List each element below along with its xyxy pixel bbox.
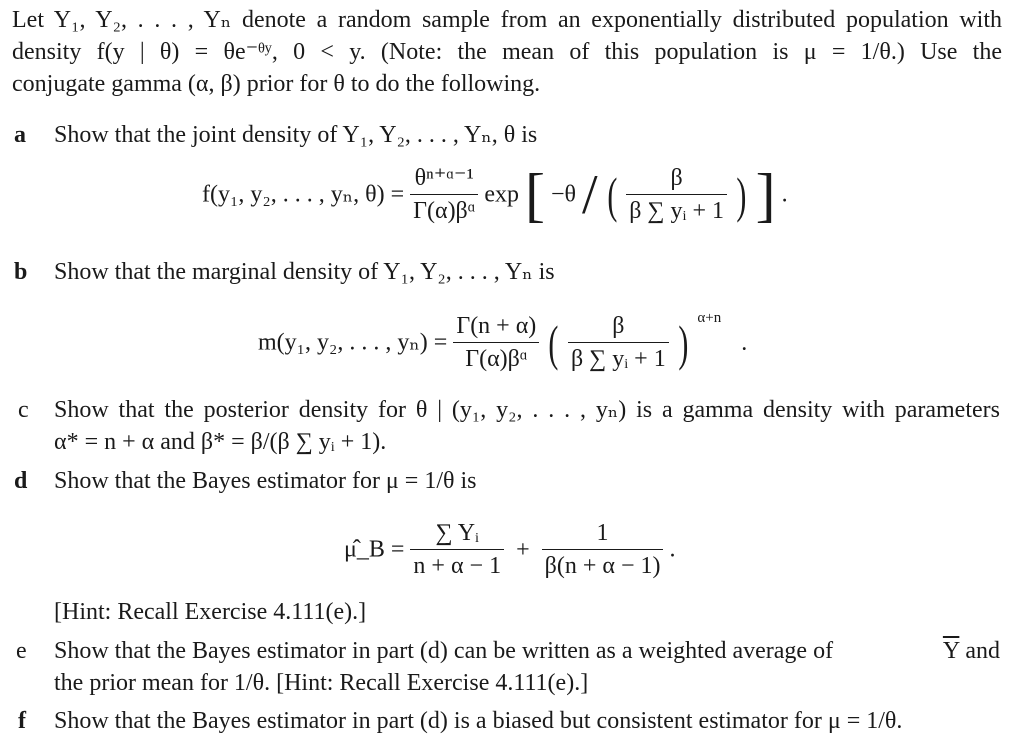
eq-b-inner-fraction <box>568 311 669 374</box>
eq-d-denominator-1: n + α − 1 <box>410 549 504 581</box>
eq-a-inner: −θ <box>550 181 576 208</box>
part-d-hint: [Hint: Recall Exercise 4.111(e).] <box>54 599 367 625</box>
part-f-label: f <box>18 708 26 734</box>
eq-a-fraction <box>410 163 478 226</box>
part-a-text: Show that the joint density of Y₁, Y₂, . . . , Yₙ, θ is <box>54 122 538 148</box>
eq-b-numerator: Γ(n + α) <box>456 313 537 339</box>
eq-d-end: . <box>669 536 676 563</box>
eq-a-inner-numerator: β <box>670 165 683 191</box>
part-e-line-1-text: Show that the Bayes estimator in part (d) can be written as a weighted average of <box>54 638 834 664</box>
eq-b-inner-numerator: β <box>612 313 625 339</box>
part-c-line-1: Show that the posterior density for θ | (y₁, y₂, . . . , yₙ) is a gamma density with parameters <box>54 397 1000 423</box>
eq-d-lhs: μ̂_B = <box>344 536 405 563</box>
eq-a-bracket-close: ] <box>755 161 776 228</box>
part-e-line-2: the prior mean for 1/θ. [Hint: Recall Exercise 4.111(e).] <box>54 670 589 696</box>
eq-a-bracket-open: [ <box>524 161 545 228</box>
intro-line-3: conjugate gamma (α, β) prior for θ to do the following. <box>12 71 541 97</box>
part-c-line-2: α* = n + α and β* = β/(β ∑ yᵢ + 1). <box>54 429 387 455</box>
part-e-line-1 <box>54 636 1000 666</box>
eq-d-denominator-2: β(n + α − 1) <box>542 549 664 581</box>
ybar-symbol: $\overline{Y}$ <box>942 638 960 664</box>
part-a-label: a <box>14 122 26 148</box>
intro-line-1: Let Y₁, Y₂, . . . , Yₙ denote a random sample from an exponentially distributed population with <box>12 7 1002 33</box>
eq-a-inner-fraction <box>626 163 727 226</box>
part-c-label: c <box>18 397 29 423</box>
part-e-and: and <box>965 638 1000 664</box>
eq-a-exp: exp <box>484 181 519 208</box>
eq-b-fraction <box>453 311 539 374</box>
eq-b-denominator: Γ(α)βᵅ <box>453 342 539 374</box>
eq-a-lhs: f(y₁, y₂, . . . , yₙ, θ) = <box>202 181 405 208</box>
eq-b-paren-close: ) <box>678 314 689 371</box>
part-a-equation <box>202 163 788 226</box>
part-d-equation <box>344 518 675 581</box>
intro-line-2: density f(y | θ) = θe⁻ᶿʸ, 0 < y. (Note: the mean of this population is μ = 1/θ.) Use the <box>12 39 1002 65</box>
part-e-ybar-group <box>943 636 1000 666</box>
eq-a-numerator: θⁿ⁺ᵅ⁻¹ <box>414 165 474 191</box>
part-b-label: b <box>14 259 28 285</box>
eq-d-fraction-2 <box>542 518 664 581</box>
part-b-equation <box>258 311 747 374</box>
eq-d-numerator-2: 1 <box>596 520 609 546</box>
eq-b-lhs: m(y₁, y₂, . . . , yₙ) = <box>258 329 448 356</box>
part-d-label: d <box>14 468 28 494</box>
eq-a-paren-close: ) <box>736 166 747 223</box>
eq-d-plus: + <box>516 536 530 563</box>
part-b-text: Show that the marginal density of Y₁, Y₂, . . . , Yₙ is <box>54 259 555 285</box>
eq-b-power: α+n <box>697 310 722 327</box>
eq-a-inner-denominator: β ∑ yᵢ + 1 <box>626 194 727 226</box>
eq-a-paren-open: ( <box>606 166 617 223</box>
part-d-text: Show that the Bayes estimator for μ = 1/θ is <box>54 468 477 494</box>
eq-b-paren-open: ( <box>548 314 559 371</box>
eq-d-fraction-1 <box>410 518 504 581</box>
part-e-label: e <box>16 638 27 664</box>
part-f-text: Show that the Bayes estimator in part (d) is a biased but consistent estimator for μ = 1/θ. <box>54 708 903 734</box>
eq-d-numerator-1: ∑ Yᵢ <box>435 520 479 546</box>
eq-a-slash: / <box>581 163 598 226</box>
eq-b-inner-denominator: β ∑ yᵢ + 1 <box>568 342 669 374</box>
eq-a-denominator: Γ(α)βᵅ <box>410 194 478 226</box>
eq-b-end: . <box>741 329 748 356</box>
eq-a-end: . <box>781 181 788 208</box>
